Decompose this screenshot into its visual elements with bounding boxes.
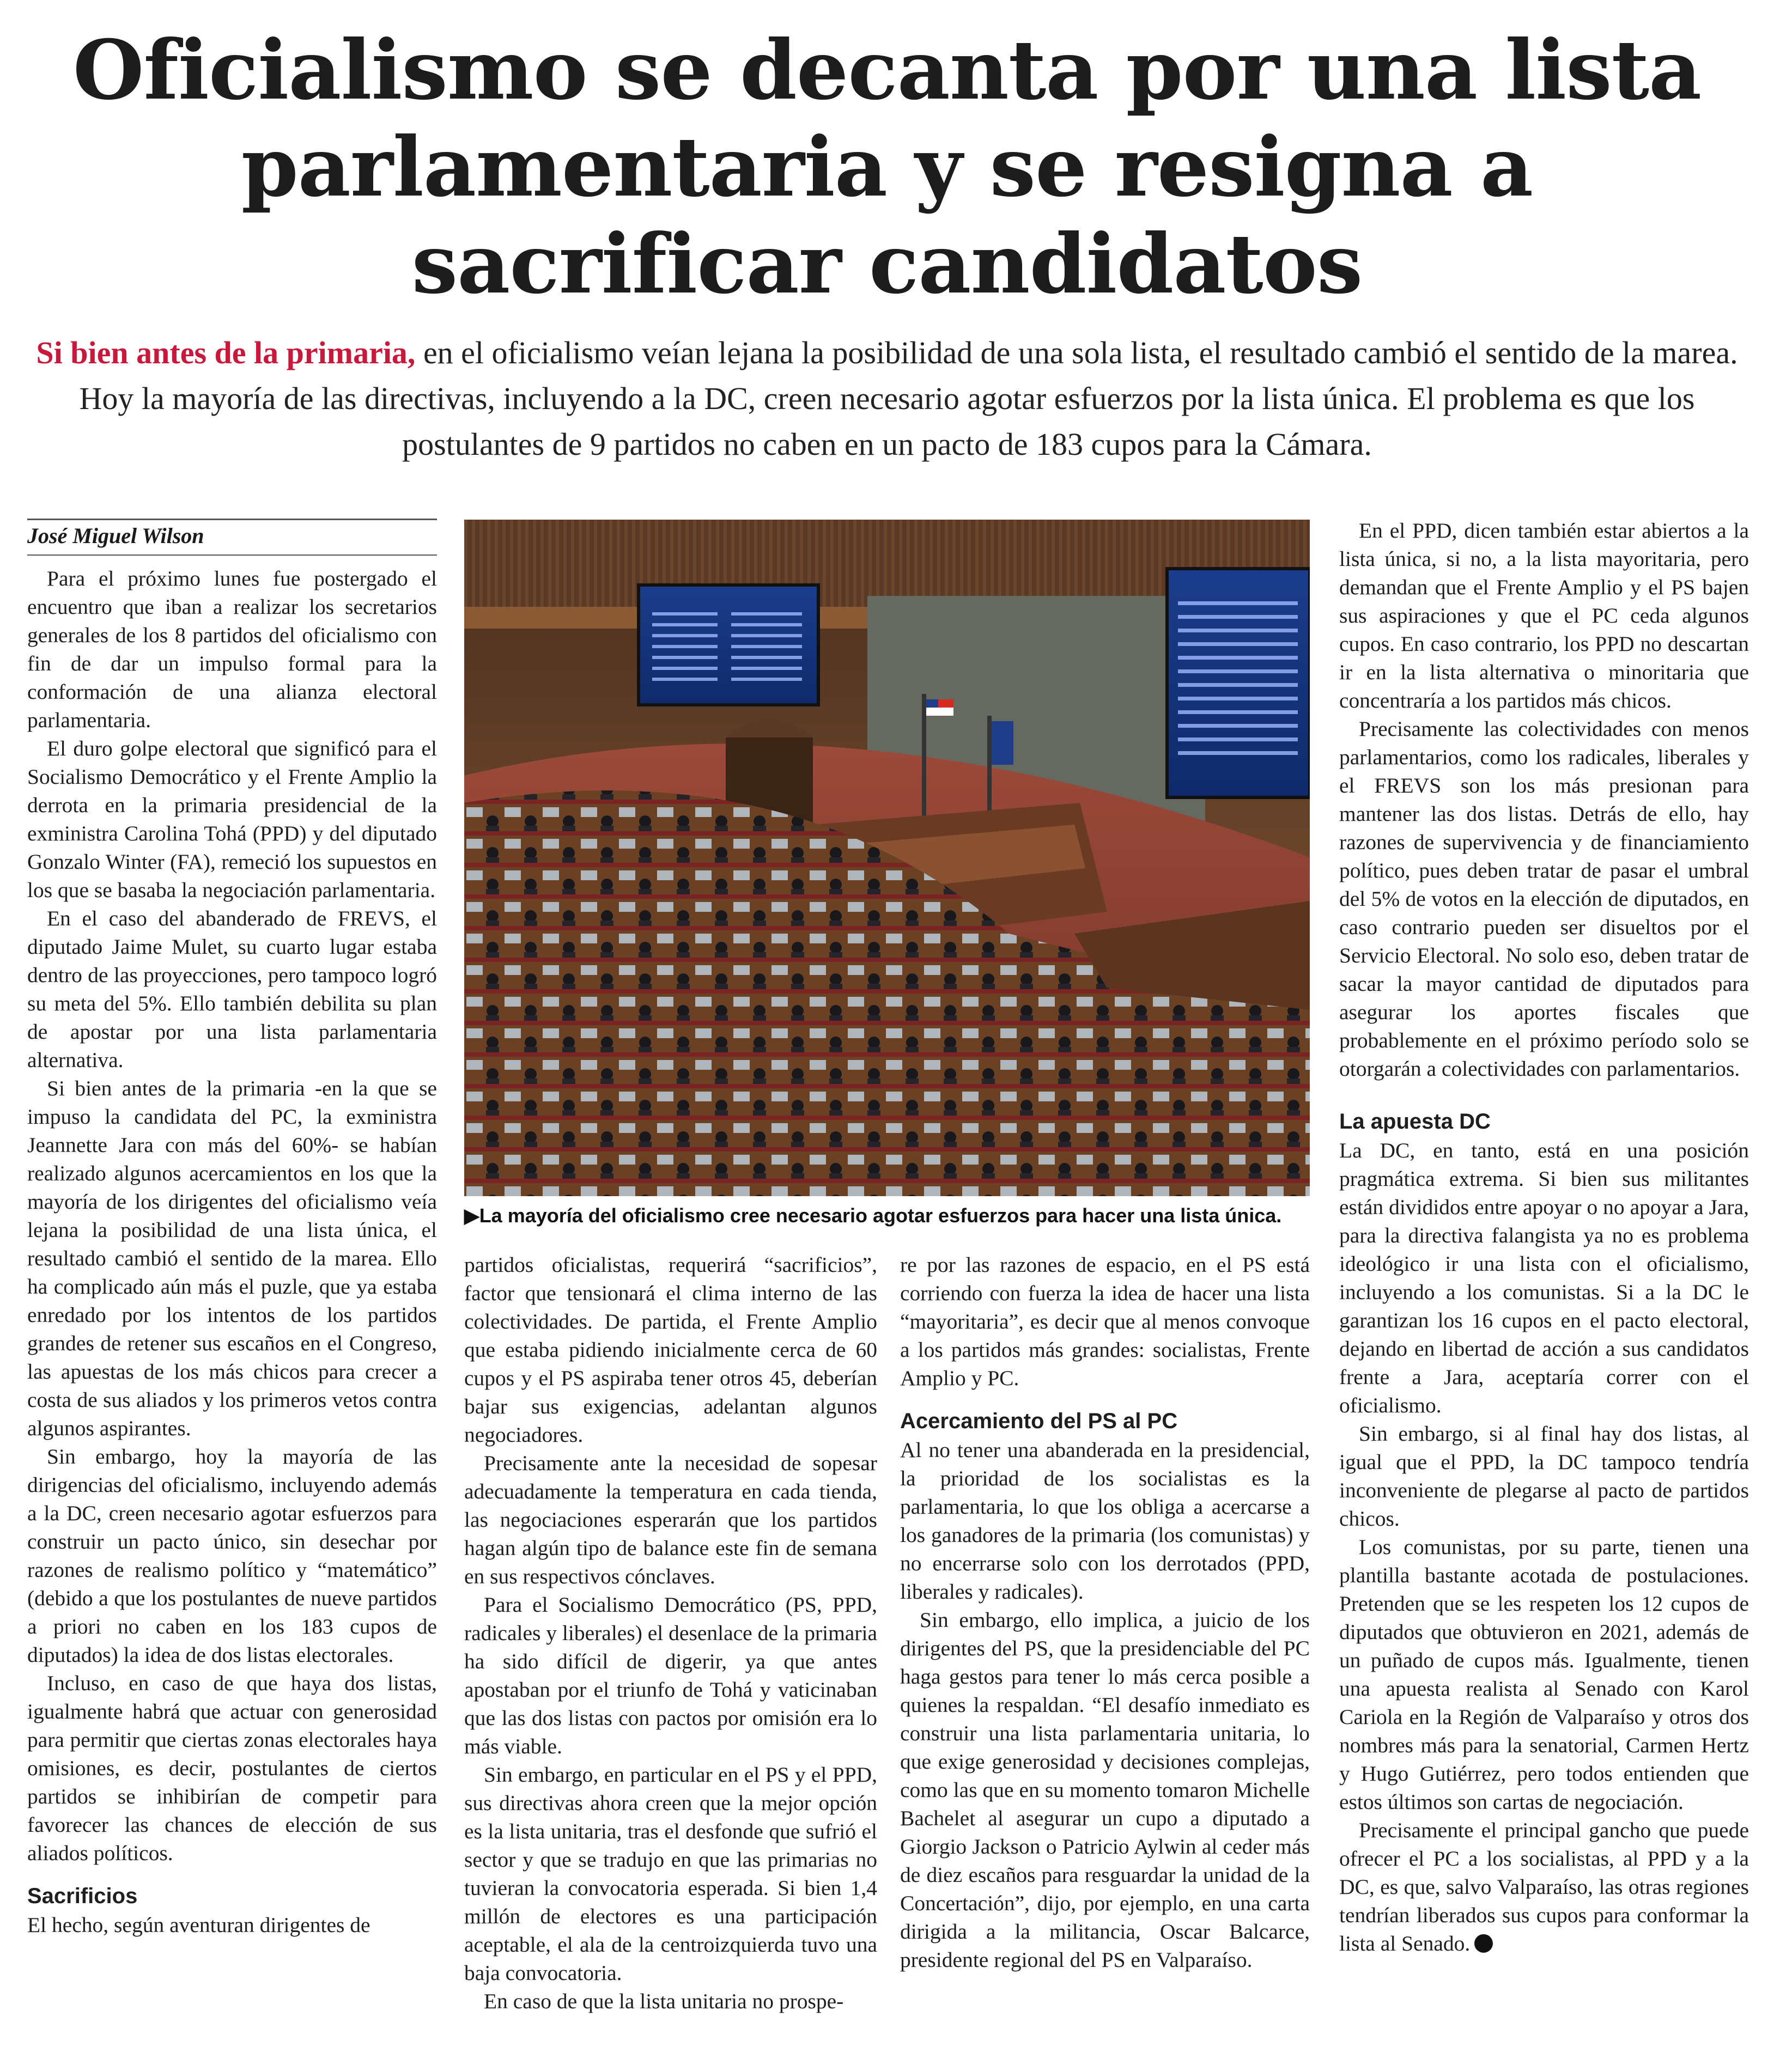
- paragraph: Para el Socialismo Democrático (PS, PPD, radicales y liberales) el desenlace de la primaria ha sido difícil de digerir, ya que antes apostaban por el triunfo de Tohá y vaticinaban que las dos listas con pactos por omisión era lo más viable.: [464, 1593, 877, 1758]
- subheading-acercamiento: Acercamiento del PS al PC: [900, 1409, 1178, 1433]
- paragraph: Precisamente las colectividades con menos parlamentarios, como los radicales, liberales y el FREVS son los más presionan para mantener las dos listas. Detrás de ello, hay razones de supervivencia y de financiamiento político, pues deben tratar de pasar el umbral del 5% de votos en la elección de diputados, en caso contrario pueden ser disueltos por el Servicio Electoral. No solo eso, deben tratar de sacar la mayor cantidad de diputados para asegurar los aportes fiscales que probablemente en el próximo período solo se otorgarán a colectividades con parlamentarios.: [1339, 717, 1749, 1081]
- paragraph: re por las razones de espacio, en el PS está corriendo con fuerza la idea de hacer una lista “mayoritaria”, es decir que al menos convoque a los partidos más grandes: socialistas, Frente Amplio y PC.: [900, 1253, 1310, 1390]
- paragraph: [1339, 1816, 1749, 1958]
- article-column-1: [27, 564, 437, 1939]
- paragraph: Sin embargo, si al final hay dos listas, al igual que el PPD, la DC tampoco tendría inconveniente de plegarse al pacto de partidos chicos.: [1339, 1422, 1749, 1531]
- paragraph: Sin embargo, en particular en el PS y el PPD, sus directivas ahora creen que la mejor opción es la lista unitaria, tras el desfonde que sufrió el sector y que se tradujo en que las primarias no tuvieran la convocatoria esperada. Si bien 1,4 millón de electores es una participación aceptable, el ala de la centroizquierda tuvo una baja convocatoria.: [464, 1763, 877, 1985]
- paragraph: El duro golpe electoral que significó para el Socialismo Democrático y el Frente Amplio la derrota en la primaria presidencial de la exministra Carolina Tohá (PPD) y del diputado Gonzalo Winter (FA), remeció los supuestos en los que se basaba la negociación parlamentaria.: [27, 736, 437, 902]
- chamber-photo: [464, 520, 1310, 1196]
- photo-caption-text: La mayoría del oficialismo cree necesario agotar esfuerzos para hacer una lista única.: [479, 1204, 1282, 1227]
- article-column-4: [1339, 516, 1749, 1958]
- closing-text: Precisamente el principal gancho que puede ofrecer el PC a los socialistas, al PPD y a la DC, es que, salvo Valparaíso, las otras regiones tendrían liberados sus cupos para conformar la lista al Senado.: [1339, 1818, 1749, 1955]
- paragraph: La DC, en tanto, está en una posición pragmática extrema. Si bien sus militantes están divididos entre apoyar o no apoyar a Jara, para la directiva falangista ya no es problema ideológico ir una lista con el oficialismo, incluyendo a los comunistas. Si a la DC le garantizan los 16 cupos en el pacto electoral, dejando en libertad de acción a sus candidatos frente a Jara, aceptaría correr con el oficialismo.: [1339, 1138, 1749, 1417]
- headline: Oficialismo se decanta por una lista parlamentaria y se resigna a sacrificar candidatos: [72, 22, 1702, 312]
- lead-paragraph: [33, 330, 1741, 467]
- paragraph: Al no tener una abanderada en la presidencial, la prioridad de los socialistas es la parlamentaria, lo que los obliga a acercarse a los ganadores de la primaria (los comunistas) y no encerrarse solo con los derrotados (PPD, liberales y radicales).: [900, 1438, 1310, 1604]
- paragraph: Incluso, en caso de que haya dos listas, igualmente habrá que actuar con generosidad para permitir que ciertas zonas electorales haya omisiones, es decir, postulantes de ciertos partidos se inhibirían de competir para favorecer las chances de elección de sus aliados políticos.: [27, 1671, 437, 1865]
- paragraph: Sin embargo, ello implica, a juicio de los dirigentes del PS, que la presidenciable del PC haga gestos para tener lo más cerca posible a quienes la respaldan. “El desafío inmediato es construir una lista parlamentaria unitaria, lo que exige generosidad y decisiones complejas, como las que en su momento tomaron Michelle Bachelet al asegurar un cupo a diputado a Giorgio Jackson o Patricio Aylwin al ceder más de diez escaños para resguardar la unidad de la Concertación”, dijo, por ejemplo, en una carta dirigida a la militancia, Oscar Balcarce, presidente regional del PS en Valparaíso.: [900, 1608, 1310, 1972]
- lead-kicker: Si bien antes de la primaria,: [36, 335, 416, 370]
- paragraph: Precisamente ante la necesidad de sopesar adecuadamente la temperatura en cada tienda, las negociaciones esperarán que los partidos hagan algún tipo de balance este fin de semana en sus respectivos cónclaves.: [464, 1451, 877, 1588]
- subheading-apuesta-dc: La apuesta DC: [1339, 1110, 1491, 1133]
- paragraph: En caso de que la lista unitaria no prospe-: [484, 1989, 844, 2013]
- end-mark-icon: [1474, 1934, 1493, 1953]
- subheading-sacrificios: Sacrificios: [27, 1884, 138, 1908]
- paragraph: partidos oficialistas, requerirá “sacrificios”, factor que tensionará el clima interno de las colectividades. De partida, el Frente Amplio que estaba pidiendo inicialmente cerca de 60 cupos y el PS aspiraba tener otros 45, deberían bajar sus exigencias, adelantan algunos negociadores.: [464, 1253, 877, 1447]
- byline-bottom-rule: [27, 554, 437, 556]
- byline: José Miguel Wilson: [27, 523, 204, 548]
- paragraph: Sin embargo, hoy la mayoría de las dirigencias del oficialismo, incluyendo además a la DC, creen necesario agotar esfuerzos para construir un pacto único, sin desechar por razones de realismo político y “matemático” (debido a que los postulantes de nueve partidos a priori no caben en los 183 cupos de diputados) la idea de dos listas electorales.: [27, 1445, 437, 1667]
- lead-text: en el oficialismo veían lejana la posibilidad de una sola lista, el resultado cambió el sentido de la marea. Hoy la mayoría de las directivas, incluyendo a la DC, creen necesario agotar esfuerzos por la lista única. El problema es que los postulantes de 9 partidos no caben en un pacto de 183 cupos para la Cámara.: [79, 335, 1738, 462]
- byline-top-rule: [27, 519, 437, 520]
- photo-caption: ▶La mayoría del oficialismo cree necesario agotar esfuerzos para hacer una lista única.: [464, 1204, 1282, 1227]
- article-column-2: [464, 1251, 877, 2015]
- article-column-3: [900, 1251, 1310, 1974]
- paragraph: En el PPD, dicen también estar abiertos a la lista única, si no, a la lista mayoritaria, pero demandan que el Frente Amplio y el PS bajen sus aspiraciones y que el PC ceda algunos cupos. En caso contrario, los PPD no descartan ir en la lista alternativa o minoritaria que concentraría a los partidos más chicos.: [1339, 519, 1749, 712]
- paragraph: El hecho, según aventuran dirigentes de: [27, 1913, 370, 1937]
- paragraph: En el caso del abanderado de FREVS, el diputado Jaime Mulet, su cuarto lugar estaba dentro de las proyecciones, pero tampoco logró su meta del 5%. Ello también debilita su plan de apostar por una lista parlamentaria alternativa.: [27, 906, 437, 1072]
- paragraph: Para el próximo lunes fue postergado el encuentro que iban a realizar los secretarios generales de los 8 partidos del oficialismo con fin de dar un impulso formal para la conformación de una alianza electoral parlamentaria.: [27, 566, 437, 732]
- paragraph: Si bien antes de la primaria -en la que se impuso la candidata del PC, la exministra Jeannette Jara con más del 60%- se habían realizado algunos acercamientos en los que la mayoría de los dirigentes del oficialismo veía lejana la posibilidad de una lista única, el resultado cambió el sentido de la marea. Ello ha complicado aún más el puzle, que ya estaba enredado por los intentos de los partidos grandes de retener sus escaños en el Congreso, las apuestas de los más chicos para crecer a costa de sus aliados y los primeros vetos contra algunos aspirantes.: [27, 1076, 437, 1440]
- paragraph: Los comunistas, por su parte, tienen una plantilla bastante acotada de postulaciones. Pretenden que se les respeten los 12 cupos de diputados que obtuvieron en 2021, además de un puñado de cupos más. Igualmente, tienen una apuesta realista al Senado con Karol Cariola en la Región de Valparaíso y otros dos nombres más para la senatorial, Carmen Hertz y Hugo Gutiérrez, pero todos entienden que estos últimos son cartas de negociación.: [1339, 1535, 1749, 1814]
